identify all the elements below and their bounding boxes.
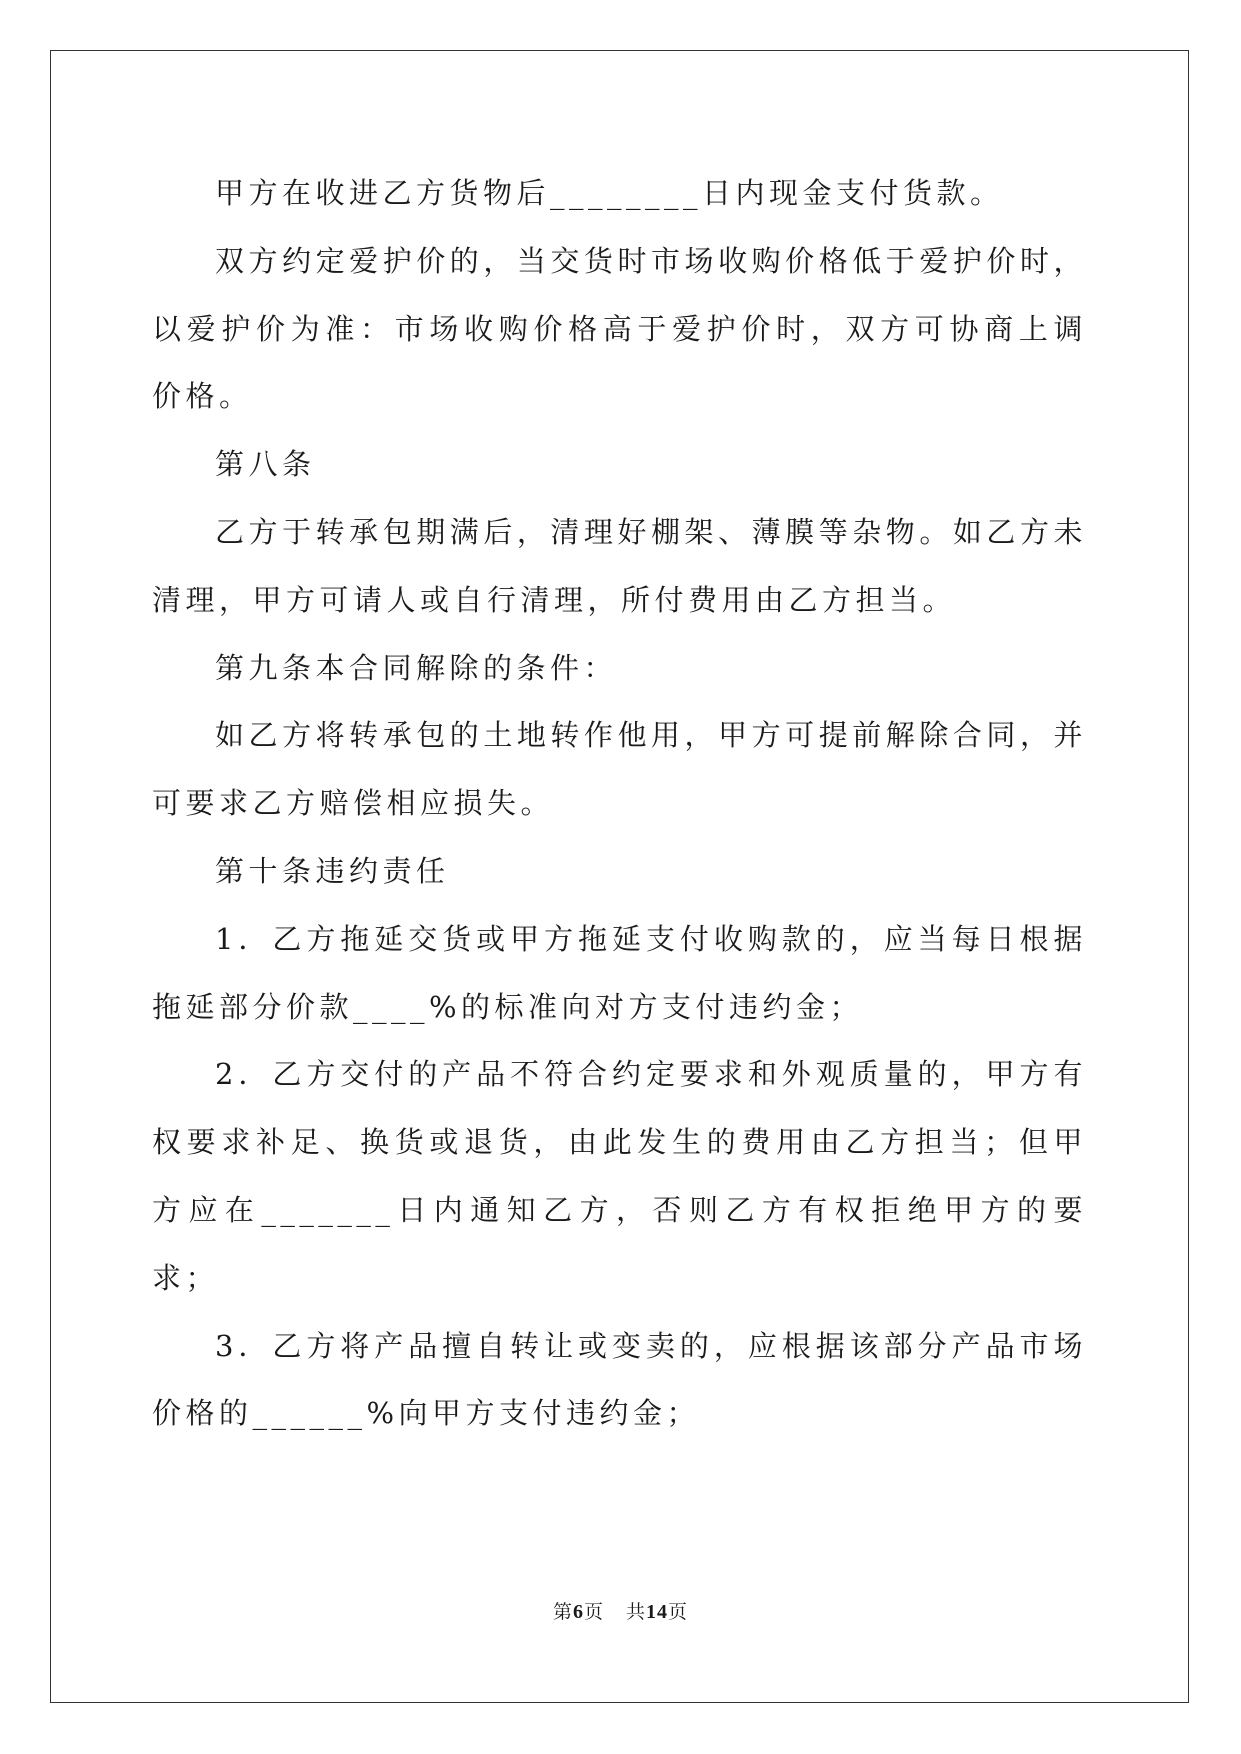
document-body (152, 160, 1087, 1448)
paragraph-payment-term: 甲方在收进乙方货物后________日内现金支付货款。 (215, 176, 1004, 210)
paragraph-protective-price: 双方约定爱护价的，当交货时市场收购价格低于爱护价时，以爱护价为准：市场收购价格高于爱护价时，双方可协商上调价格。 (152, 243, 1087, 414)
article-8-heading: 第八条 (215, 447, 316, 482)
article-10-heading: 第十条违约责任 (215, 853, 450, 888)
clause-1-delay: 1．乙方拖延交货或甲方拖延支付收购款的，应当每日根据拖延部分价款____%的标准向对方支付违约金； (152, 921, 1087, 1024)
total-pages: 14 (646, 1601, 669, 1623)
clause-3-resale: 3．乙方将产品擅自转让或变卖的，应根据该部分产品市场价格的______%向甲方支付违约金； (152, 1328, 1087, 1431)
page-number: 6 (572, 1601, 584, 1623)
clause-2-quality: 2．乙方交付的产品不符合约定要求和外观质量的，甲方有权要求补足、换货或退货，由此发生的费用由乙方担当；但甲方应在_______日内通知乙方，否则乙方有权拒绝甲方的要求； (152, 1057, 1087, 1295)
total-prefix: 共 (626, 1601, 647, 1623)
page-prefix: 第 (552, 1601, 573, 1623)
paragraph-termination: 如乙方将转承包的土地转作他用，甲方可提前解除合同，并可要求乙方赔偿相应损失。 (152, 718, 1087, 821)
article-9-heading: 第九条本合同解除的条件： (215, 650, 618, 685)
page-suffix: 页 (583, 1601, 604, 1623)
total-suffix: 页 (668, 1601, 689, 1623)
page-footer (0, 1597, 1241, 1624)
paragraph-cleanup: 乙方于转承包期满后，清理好棚架、薄膜等杂物。如乙方未清理，甲方可请人或自行清理，所付费用由乙方担当。 (152, 514, 1087, 617)
